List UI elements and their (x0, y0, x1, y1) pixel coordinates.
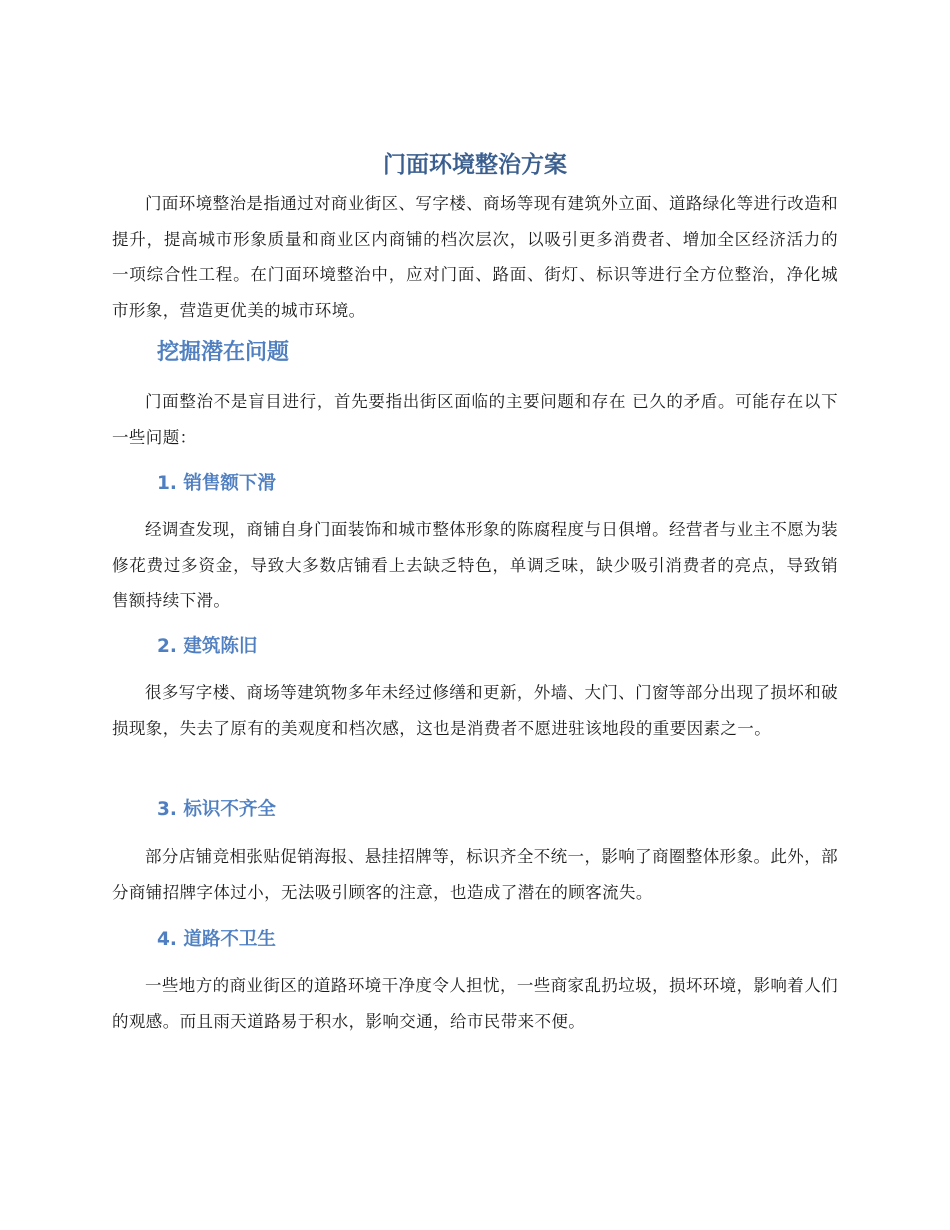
subsection-body-2: 很多写字楼、商场等建筑物多年未经过修缮和更新，外墙、大门、门窗等部分出现了损坏和破损现象，失去了原有的美观度和档次感，这也是消费者不愿进驻该地段的重要因素之一。 (112, 683, 838, 738)
section-heading: 挖掘潜在问题 (157, 340, 290, 365)
subsection-heading-1: 1. 销售额下滑 (157, 473, 276, 494)
subsection-body-3: 部分店铺竞相张贴促销海报、悬挂招牌等，标识齐全不统一，影响了商圈整体形象。此外，部分商铺招牌字体过小，无法吸引顾客的注意，也造成了潜在的顾客流失。 (112, 847, 838, 902)
subsection-heading-3: 3. 标识不齐全 (157, 799, 276, 820)
section-intro-paragraph: 门面整治不是盲目进行，首先要指出街区面临的主要问题和存在 已久的矛盾。可能存在以下一些问题： (112, 392, 838, 447)
intro-paragraph: 门面环境整治是指通过对商业街区、写字楼、商场等现有建筑外立面、道路绿化等进行改造和提升，提高城市形象质量和商业区内商铺的档次层次，以吸引更多消费者、增加全区经济活力的一项综合性工程。在门面环境整治中，应对门面、路面、街灯、标识等进行全方位整治，净化城市形象，营造更优美的城市环境。 (112, 194, 838, 320)
subsection-body-4: 一些地方的商业街区的道路环境干净度令人担忧，一些商家乱扔垃圾，损坏环境，影响着人们的观感。而且雨天道路易于积水，影响交通，给市民带来不便。 (112, 976, 838, 1031)
document-title: 门面环境整治方案 (383, 152, 567, 178)
subsection-heading-4: 4. 道路不卫生 (157, 929, 276, 950)
subsection-body-1: 经调查发现，商铺自身门面装饰和城市整体形象的陈腐程度与日俱增。经营者与业主不愿为装修花费过多资金，导致大多数店铺看上去缺乏特色，单调乏味，缺少吸引消费者的亮点，导致销售额持续下滑。 (112, 520, 838, 610)
subsection-heading-2: 2. 建筑陈旧 (157, 636, 258, 657)
